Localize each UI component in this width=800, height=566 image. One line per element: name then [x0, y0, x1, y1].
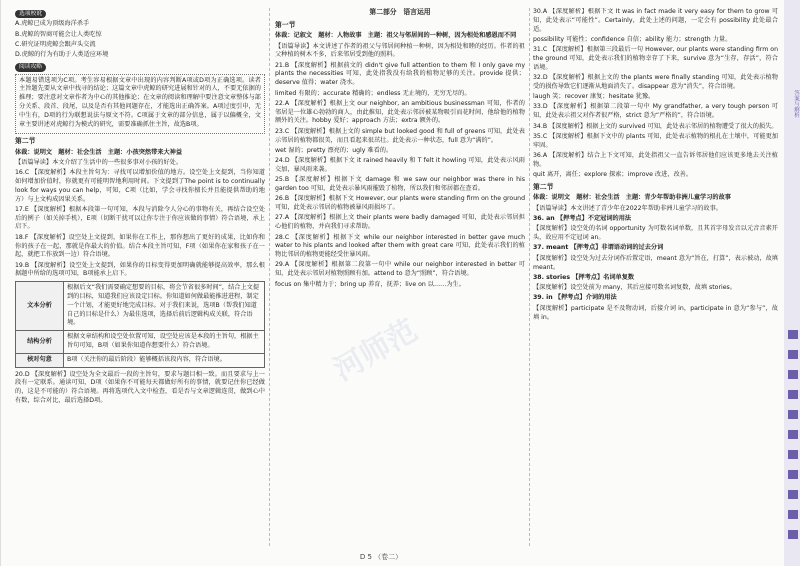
page-number: D 5 [359, 553, 372, 562]
genre-meta: 体裁：记叙文 题材：人物故事 主题：祖父与邻居间的一种树，因为相处和感恩而不同 [275, 32, 517, 40]
answer-19: 19.B 【深度解析】设空处上文提到，如果你的目标变得更加明确就能够提高效率，那么根据题中所给的选项可知，B项能承上启下。 [15, 261, 265, 278]
answer-35: 35.C 【深度解析】根据下文中的 plants 可知，此处表示植物的根扎在土壤中，可能更加牢固。 [533, 132, 778, 149]
index-tab [788, 530, 798, 539]
answer-36-analysis: 【深度解析】设空处的名词 opportunity 为可数名词单数，且其首字母发音以元音音素开头，故应用不定冠词 an。 [533, 225, 778, 242]
right-index-strip [784, 0, 800, 566]
answer-36: 36. an 【押考点】不定冠词的用法 [533, 215, 632, 223]
passage-guide: 【语篇导读】本文讲述了青少年在2022年帮助非洲儿童学习的故事。 [533, 204, 722, 212]
option-b: B.虎鲸的智商可能会让人类吃惊 [15, 30, 102, 38]
strip-label: 答案与解析 [793, 90, 799, 118]
table-row [16, 353, 265, 367]
answer-20: 20.D 【深度解析】设空处为全文最后一段的主旨句，要求与题目相一致。而且要求与上一段有一定联系。通读可知，D项（如果你不可能每天都做好所有的事情，就要记住你已经做的，这是不可能的）符合语境。再将选项代入文中检查，看是否与文章逻辑连贯，做到心中有数，综合对比，最后选择D项。 [15, 370, 265, 404]
index-tab [788, 490, 798, 499]
index-tab [788, 430, 798, 439]
answer-38-analysis: 【深度解析】设空处前为 many，其后应接可数名词复数，故填 stories。 [533, 284, 736, 292]
part-title: 第二部分 语言运用 [369, 8, 431, 16]
watermark: 河师范 [327, 312, 424, 389]
answer-note: laugh 笑；recover 康复；hesitate 犹豫。 [533, 93, 655, 101]
column-divider [269, 8, 270, 546]
answer-note: focus on 集中精力于；bring up 养育，抚养；live on 以……为生。 [275, 280, 465, 288]
answer-18: 18.F 【深度解析】设空处上文提到，如果你在工作上，那你想出了更好的成果，比如你和你的孩子在一起，那就是你最大的价值。结合本段主旨可知，F项（如果你在家和孩子在一起，就把工作放到一边）符合语境。 [15, 233, 265, 259]
section-heading: 第一节 [275, 20, 296, 29]
index-tab [788, 410, 798, 419]
index-tab [788, 450, 798, 459]
option-d: D.虎鲸的行为有助于人类适应环境 [15, 51, 109, 59]
answer-21: 21.B 【深度解析】根据前文的 didn't give full attention to them 和 I only gave my plants the necessities 可知，此处指我没有给我的植物足够的关注。provide 提供；deserve 值得；water 浇水。 [275, 61, 525, 87]
answer-36a: 36.A 【深度解析】结合上下文可知，此处指祖父一直告诉邻居他们应该更多地去关注植物。 [533, 151, 778, 168]
answer-33: 33.D 【深度解析】根据第二段第一句中 My grandfather, a very tough person 可知，此处表示祖父对作者很严格，strict 意为“严格的”，符合语境。 [533, 103, 778, 120]
option-c: C.研究证明虎鲸会跟声头交流 [15, 40, 96, 48]
page-tag: （卷二） [374, 553, 403, 562]
answer-31: 31.C 【深度解析】根据第三段最后一句 However, our plants were standing firm on the ground 可知，此处表示我们的植物幸存了下来，survive 意为“生存，存活”，符合语境。 [533, 46, 778, 71]
answer-37-analysis: 【深度解析】设空处为过去分词作后置定语，meant 意为“旨在，打算”，表示被动，故填 meant。 [533, 254, 778, 271]
passage-guide: 【语篇导读】本文介绍了生活中的一些很多事对小孩的好处。 [15, 158, 183, 166]
options-tag: 选项校讹 [15, 10, 46, 18]
answer-39: 39. in 【押考点】介词的用法 [533, 294, 617, 302]
answer-39-analysis: 【深度解析】participate 是不及物动词，后接介词 in，participate in 意为“参与”，故填 in。 [533, 304, 778, 321]
section-heading: 第二节 [533, 182, 554, 191]
middle-column [275, 8, 525, 550]
index-tab [788, 510, 798, 519]
section-heading: 第二节 [15, 136, 36, 145]
answer-24: 24.D 【深度解析】根据下文 it rained heavily 和 T felt it howling 可知，此处表示风雨交加，暴风雨来袭。 [275, 157, 525, 173]
answer-note: possibility 可能性；confidence 自信；ability 能力；strength 力量。 [533, 35, 732, 43]
tips-box [15, 74, 265, 134]
analysis-table [15, 281, 265, 367]
row-key: 文本分析 [16, 282, 64, 331]
left-column [15, 8, 265, 550]
row-key: 结构分析 [16, 331, 64, 354]
answer-28: 28.C 【深度解析】根据下文 while our neighbor interested in better gave much water to his plants and looked after them with great care 可知，此处表示我们的植物比邻居的植物更能经受住暴风雨。 [275, 233, 525, 259]
answer-26: 26.B 【深度解析】根据下文 However, our plants were standing firm on the ground 可知，此处表示邻居的植物被暴风雨损坏了。 [275, 195, 525, 212]
passage-guide: 【语篇导读】本文讲述了作者的祖父与邻居间种植一种树，因为相处和睦的经历。作者的祖父种植的树木不多，后来邻居受到他的照料。 [275, 42, 525, 59]
index-tab [788, 370, 798, 379]
answer-30: 30.A 【深度解析】根据下文 It was in fact made it very easy for them to grow 可知，此处表示“可能性”。Certainly，此处上述的问题，一定会有 possibility 此处最合适。 [533, 8, 778, 33]
answer-27: 27.A 【深度解析】根据上文 their plants were badly damaged 可知，此处表示邻居担心他们的植物，并向我们寻求帮助。 [275, 214, 525, 231]
answer-22: 22.A 【深度解析】根据上文 our neighbor, an ambitious businessman 可知，作者的邻居是一位雄心勃勃的商人，由此推知，此处表示邻居被某物吸引而花时间，他给他的植物额外的关注。hobby 爱好；approach 方法；extra 额外的。 [275, 99, 525, 125]
row-key: 核对句意 [16, 353, 64, 367]
genre-meta: 体裁：说明文 题材：社会生活 主题：青少年帮助非洲儿童学习的故事 [533, 194, 731, 202]
tips-text: 本题易错选项为C项。考生容易根据文章中出现的内容判断A项或D项为正确选项。读者主旨题先要从文章中找寻的结论；这篇文章中虎鲸的研究进展和针对的人，不要无依据的推理；要注意对文章作者为中心的其他推论；在文章的阅读和理解中要注意文章整体与部分关系、段首、段尾，以及是否有其他问题存在，才能选出正确答案。A项过度引申，无中生有，D项的行为联想说法与原文不符。C项属于文章的部分信息，属于以偏概全，文章主要讲述对虎鲸行为模式的研究，需要准确抓住主旨，故选B项。 [19, 76, 261, 128]
page-footer [1, 553, 761, 563]
answer-25: 25.B 【深度解析】根据下文 damage 和 we saw our neighbor was there in his garden too 可知，此处表示暴风雨摧毁了植物，所以我们和邻居都在查看。 [275, 176, 525, 193]
answer-34: 34.B 【深度解析】根据上文的 survived 可知，此处表示邻居的植物遭受了很大的损失。 [533, 122, 778, 130]
answer-23: 23.C 【深度解析】根据上文的 simple but looked good 和 full of greens 可知，此处表示邻居的植物都很美，而且看起来很茁壮。此处表示一种状态，full 意为“满的”。 [275, 127, 525, 144]
answer-32: 32.D 【深度解析】根据上文的 the plants were finally standing 可知，此处表示植物受的损伤导致它们逐渐从地面消失了。disappear 意为“消失”，符合语境。 [533, 74, 778, 90]
row-value: 根据后文“我们需要确定想要的目标，将会节省很多时间”，结合上文提到的目标，知道我们应该设定目标。你知道如何做最能推进进程，制定一个计划，才能更好地完成目标。对于我们来说，选项B（帮我们知道自己的目标是什么）为最佳选项，选择后前后逻辑构成关联，符合语境。 [64, 282, 265, 331]
row-value: 根据文章结构和设空处位置可知，设空处应该是本段的主旨句，根据主旨句可知，B项（如果你知道你想要什么）符合语境。 [64, 331, 265, 354]
answer-note: wet 湿的；pretty 漂亮的；ugly 难看的。 [275, 146, 393, 154]
answer-29: 29.A 【深度解析】根据第二段第一句中 while our neighbor interested in better 可知，此处表示邻居对植物照顾有加。attend to 意为“照顾”，符合语境。 [275, 261, 525, 278]
index-tab [788, 330, 798, 339]
index-tab [788, 350, 798, 359]
answer-17: 17.E 【深度解析】根据本段第一句可知，本段与消除令人分心的事物有关，再结合设空处后的例子（如关掉手机），E项（切断干扰可以让你专注于你应该做的事情）符合语境，承上启下。 [15, 205, 265, 231]
row-value: B项（关注你的最后阶段）能够概括该段内容，符合语境。 [64, 353, 265, 367]
table-row [16, 282, 265, 331]
answer-37: 37. meant 【押考点】非谓语动词的过去分词 [533, 244, 664, 252]
index-tab [788, 470, 798, 479]
index-tab [788, 390, 798, 399]
answer-note: quit 离开，离任；explore 探索；improve 改进，改善。 [533, 171, 693, 179]
answer-16: 16.C 【深度解析】本段主旨句为：寻找可以增加价值的地方。设空处上文提到，当你知道如何增加价值时，你就更有可能明智地利用时间。下文提到了The point is to continually look for ways you can help，可知，C项（比如，学会寻找你擅长并且能提供帮助的地方）与上文构成因果关系。 [15, 169, 265, 203]
tips-tag: 阅读攻略 [15, 63, 46, 71]
right-column [533, 8, 778, 550]
answer-38: 38. stories 【押考点】名词单复数 [533, 273, 635, 281]
answer-note: limited 有限的；accurate 精确的；endless 无止境的，无穷无尽的。 [275, 89, 471, 97]
table-row [16, 331, 265, 354]
genre-meta: 体裁：说明文 题材：社会生活 主题：小孩突然带来大神益 [15, 148, 183, 156]
column-divider [529, 8, 530, 546]
option-a: A.虎鲸已成为顶级海洋杀手 [15, 20, 90, 28]
